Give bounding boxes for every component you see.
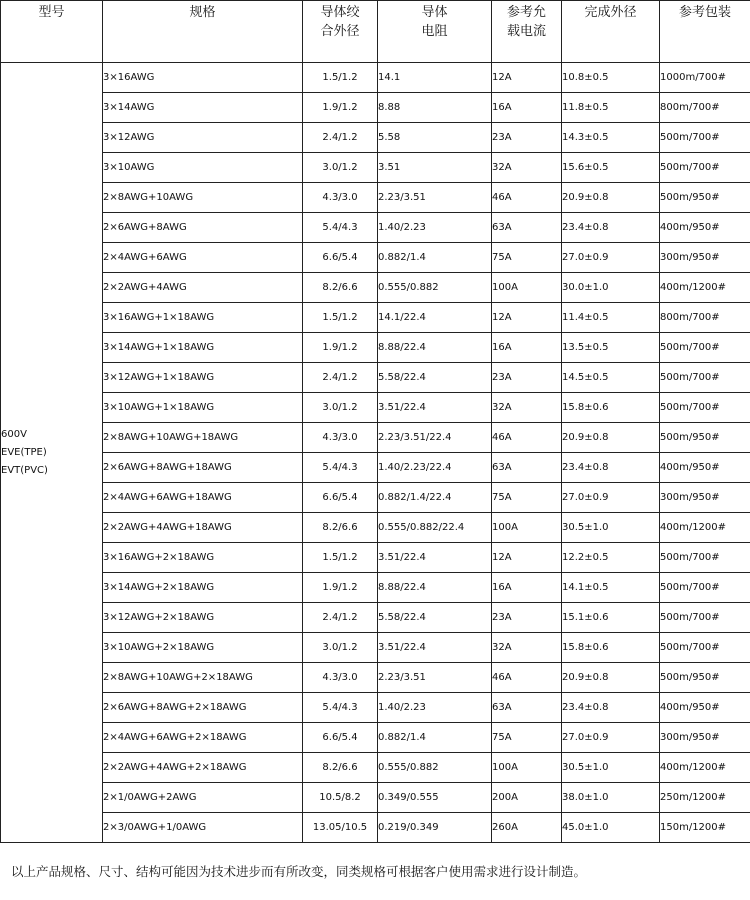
cell-outer-diameter: 27.0±0.9: [562, 483, 660, 513]
cell-current-rating: 23A: [492, 603, 562, 633]
cell-conductor-resistance: 0.882/1.4: [378, 243, 492, 273]
cell-current-rating: 63A: [492, 453, 562, 483]
cell-spec: 2×4AWG+6AWG: [103, 243, 303, 273]
cell-conductor-resistance: 1.40/2.23/22.4: [378, 453, 492, 483]
cell-conductor-diameter: 6.6/5.4: [303, 723, 378, 753]
table-row: [1, 543, 750, 573]
table-row: [1, 63, 750, 93]
cell-spec: 3×14AWG+2×18AWG: [103, 573, 303, 603]
cell-packaging: 500m/700#: [660, 543, 750, 573]
table-row: [1, 633, 750, 663]
cell-outer-diameter: 27.0±0.9: [562, 243, 660, 273]
table-row: [1, 123, 750, 153]
table-row: [1, 783, 750, 813]
cell-spec: 2×4AWG+6AWG+18AWG: [103, 483, 303, 513]
cell-current-rating: 46A: [492, 183, 562, 213]
cell-packaging: 300m/950#: [660, 723, 750, 753]
cell-spec: 2×4AWG+6AWG+2×18AWG: [103, 723, 303, 753]
cell-outer-diameter: 11.4±0.5: [562, 303, 660, 333]
cell-spec: 3×12AWG+2×18AWG: [103, 603, 303, 633]
cell-spec: 2×6AWG+8AWG+18AWG: [103, 453, 303, 483]
cell-spec: 3×16AWG+2×18AWG: [103, 543, 303, 573]
model-line: 600V: [1, 428, 27, 440]
cell-conductor-resistance: 8.88/22.4: [378, 333, 492, 363]
cell-conductor-diameter: 5.4/4.3: [303, 213, 378, 243]
header-model: [1, 1, 103, 63]
cell-packaging: 500m/700#: [660, 333, 750, 363]
cell-current-rating: 16A: [492, 333, 562, 363]
cell-conductor-diameter: 8.2/6.6: [303, 513, 378, 543]
cell-current-rating: 12A: [492, 63, 562, 93]
cell-conductor-resistance: 2.23/3.51: [378, 663, 492, 693]
cell-conductor-diameter: 3.0/1.2: [303, 393, 378, 423]
header-spec-line: 规格: [189, 5, 216, 20]
cell-conductor-diameter: 4.3/3.0: [303, 183, 378, 213]
cell-conductor-resistance: 5.58: [378, 123, 492, 153]
cell-conductor-diameter: 2.4/1.2: [303, 363, 378, 393]
header-conductor-resistance-line: 电阻: [421, 24, 448, 39]
header-conductor-diameter-line: 合外径: [320, 24, 360, 39]
cell-conductor-resistance: 0.555/0.882: [378, 753, 492, 783]
cell-spec: 3×10AWG+1×18AWG: [103, 393, 303, 423]
cell-current-rating: 16A: [492, 573, 562, 603]
cell-outer-diameter: 14.3±0.5: [562, 123, 660, 153]
cell-outer-diameter: 23.4±0.8: [562, 453, 660, 483]
cell-conductor-diameter: 13.05/10.5: [303, 813, 378, 843]
cell-current-rating: 100A: [492, 273, 562, 303]
cell-packaging: 400m/1200#: [660, 513, 750, 543]
cell-conductor-diameter: 6.6/5.4: [303, 483, 378, 513]
table-row: [1, 813, 750, 843]
cell-spec: 2×8AWG+10AWG+18AWG: [103, 423, 303, 453]
cell-packaging: 400m/950#: [660, 213, 750, 243]
cell-conductor-diameter: 1.9/1.2: [303, 93, 378, 123]
cell-outer-diameter: 12.2±0.5: [562, 543, 660, 573]
cell-current-rating: 200A: [492, 783, 562, 813]
cell-outer-diameter: 23.4±0.8: [562, 213, 660, 243]
table-row: [1, 693, 750, 723]
cell-conductor-resistance: 14.1/22.4: [378, 303, 492, 333]
cell-outer-diameter: 14.1±0.5: [562, 573, 660, 603]
cell-outer-diameter: 15.8±0.6: [562, 633, 660, 663]
cell-outer-diameter: 23.4±0.8: [562, 693, 660, 723]
cell-conductor-diameter: 4.3/3.0: [303, 423, 378, 453]
cell-outer-diameter: 15.8±0.6: [562, 393, 660, 423]
cell-conductor-resistance: 5.58/22.4: [378, 603, 492, 633]
cell-current-rating: 260A: [492, 813, 562, 843]
cell-conductor-resistance: 2.23/3.51: [378, 183, 492, 213]
cell-outer-diameter: 20.9±0.8: [562, 663, 660, 693]
table-row: [1, 333, 750, 363]
cell-packaging: 300m/950#: [660, 243, 750, 273]
table-row: [1, 183, 750, 213]
cell-packaging: 500m/700#: [660, 603, 750, 633]
cell-current-rating: 63A: [492, 213, 562, 243]
table-row: [1, 453, 750, 483]
cell-conductor-resistance: 0.882/1.4/22.4: [378, 483, 492, 513]
cell-conductor-resistance: 0.349/0.555: [378, 783, 492, 813]
cell-conductor-diameter: 1.5/1.2: [303, 303, 378, 333]
cell-current-rating: 32A: [492, 393, 562, 423]
header-conductor-resistance: [378, 1, 492, 63]
cell-conductor-diameter: 2.4/1.2: [303, 123, 378, 153]
cell-conductor-diameter: 8.2/6.6: [303, 753, 378, 783]
cell-spec: 2×3/0AWG+1/0AWG: [103, 813, 303, 843]
cell-current-rating: 46A: [492, 423, 562, 453]
cell-current-rating: 75A: [492, 243, 562, 273]
cell-spec: 2×6AWG+8AWG+2×18AWG: [103, 693, 303, 723]
table-row: [1, 363, 750, 393]
cell-packaging: 500m/950#: [660, 183, 750, 213]
cell-conductor-diameter: 4.3/3.0: [303, 663, 378, 693]
cell-spec: 3×12AWG+1×18AWG: [103, 363, 303, 393]
table-row: [1, 243, 750, 273]
cell-conductor-resistance: 3.51/22.4: [378, 633, 492, 663]
header-current-rating-line: 载电流: [506, 24, 546, 39]
cell-conductor-diameter: 1.5/1.2: [303, 63, 378, 93]
cell-conductor-resistance: 0.882/1.4: [378, 723, 492, 753]
cell-conductor-diameter: 1.5/1.2: [303, 543, 378, 573]
cell-current-rating: 23A: [492, 363, 562, 393]
cell-packaging: 400m/1200#: [660, 753, 750, 783]
cell-conductor-diameter: 3.0/1.2: [303, 633, 378, 663]
header-row: [1, 1, 750, 63]
cell-packaging: 400m/950#: [660, 693, 750, 723]
cell-current-rating: 75A: [492, 483, 562, 513]
model-line: EVT(PVC): [1, 464, 48, 476]
model-line: EVE(TPE): [1, 446, 47, 458]
cell-conductor-diameter: 1.9/1.2: [303, 573, 378, 603]
cell-packaging: 250m/1200#: [660, 783, 750, 813]
cell-conductor-resistance: 0.219/0.349: [378, 813, 492, 843]
cell-outer-diameter: 13.5±0.5: [562, 333, 660, 363]
cell-conductor-diameter: 10.5/8.2: [303, 783, 378, 813]
cell-spec: 2×2AWG+4AWG+2×18AWG: [103, 753, 303, 783]
cell-packaging: 500m/700#: [660, 633, 750, 663]
cell-conductor-diameter: 2.4/1.2: [303, 603, 378, 633]
footnote: 以上产品规格、尺寸、结构可能因为技术进步而有所改变，同类规格可根据客户使用需求进行设计制造。: [11, 864, 587, 879]
table-row: [1, 483, 750, 513]
header-conductor-resistance-line: 导体: [421, 5, 448, 20]
cell-conductor-resistance: 3.51/22.4: [378, 543, 492, 573]
header-outer-diameter-line: 完成外径: [584, 5, 637, 20]
cell-packaging: 500m/700#: [660, 363, 750, 393]
cell-spec: 2×2AWG+4AWG: [103, 273, 303, 303]
cell-current-rating: 12A: [492, 543, 562, 573]
cell-conductor-resistance: 1.40/2.23: [378, 693, 492, 723]
table-row: [1, 573, 750, 603]
cell-spec: 3×14AWG: [103, 93, 303, 123]
table-row: [1, 393, 750, 423]
cell-outer-diameter: 11.8±0.5: [562, 93, 660, 123]
cell-packaging: 800m/700#: [660, 93, 750, 123]
table-row: [1, 603, 750, 633]
cell-spec: 2×6AWG+8AWG: [103, 213, 303, 243]
cell-spec: 3×16AWG+1×18AWG: [103, 303, 303, 333]
cell-outer-diameter: 27.0±0.9: [562, 723, 660, 753]
cell-current-rating: 63A: [492, 693, 562, 723]
cell-spec: 2×2AWG+4AWG+18AWG: [103, 513, 303, 543]
table-row: [1, 213, 750, 243]
cell-packaging: 500m/700#: [660, 123, 750, 153]
header-outer-diameter: [562, 1, 660, 63]
cell-current-rating: 100A: [492, 753, 562, 783]
cell-outer-diameter: 20.9±0.8: [562, 423, 660, 453]
cell-packaging: 500m/700#: [660, 393, 750, 423]
cell-outer-diameter: 38.0±1.0: [562, 783, 660, 813]
cell-outer-diameter: 30.5±1.0: [562, 513, 660, 543]
cell-packaging: 500m/950#: [660, 423, 750, 453]
cell-spec: 3×14AWG+1×18AWG: [103, 333, 303, 363]
cell-conductor-diameter: 6.6/5.4: [303, 243, 378, 273]
cell-conductor-resistance: 3.51: [378, 153, 492, 183]
cell-conductor-resistance: 0.555/0.882/22.4: [378, 513, 492, 543]
cell-conductor-resistance: 2.23/3.51/22.4: [378, 423, 492, 453]
header-packaging-line: 参考包装: [678, 5, 731, 20]
cell-packaging: 500m/700#: [660, 153, 750, 183]
table-row: [1, 303, 750, 333]
cell-conductor-resistance: 14.1: [378, 63, 492, 93]
cell-packaging: 300m/950#: [660, 483, 750, 513]
cell-current-rating: 23A: [492, 123, 562, 153]
cell-spec: 2×8AWG+10AWG: [103, 183, 303, 213]
table-row: [1, 93, 750, 123]
cell-packaging: 150m/1200#: [660, 813, 750, 843]
cell-model: [1, 63, 103, 843]
header-current-rating: [492, 1, 562, 63]
cell-conductor-resistance: 3.51/22.4: [378, 393, 492, 423]
cell-conductor-resistance: 1.40/2.23: [378, 213, 492, 243]
cell-current-rating: 75A: [492, 723, 562, 753]
cell-conductor-resistance: 5.58/22.4: [378, 363, 492, 393]
cell-spec: 3×10AWG+2×18AWG: [103, 633, 303, 663]
header-packaging: [660, 1, 750, 63]
cell-conductor-resistance: 8.88: [378, 93, 492, 123]
cell-current-rating: 32A: [492, 153, 562, 183]
cell-conductor-diameter: 1.9/1.2: [303, 333, 378, 363]
cell-spec: 3×16AWG: [103, 63, 303, 93]
header-model-line: 型号: [38, 5, 65, 20]
cell-outer-diameter: 15.6±0.5: [562, 153, 660, 183]
table-row: [1, 153, 750, 183]
cell-spec: 2×1/0AWG+2AWG: [103, 783, 303, 813]
cell-packaging: 400m/1200#: [660, 273, 750, 303]
cell-current-rating: 46A: [492, 663, 562, 693]
table-row: [1, 423, 750, 453]
cell-outer-diameter: 10.8±0.5: [562, 63, 660, 93]
header-conductor-diameter: [303, 1, 378, 63]
header-current-rating-line: 参考允: [506, 5, 546, 20]
cell-conductor-diameter: 3.0/1.2: [303, 153, 378, 183]
header-conductor-diameter-line: 导体绞: [320, 5, 360, 20]
cell-spec: 3×12AWG: [103, 123, 303, 153]
cell-spec: 2×8AWG+10AWG+2×18AWG: [103, 663, 303, 693]
cell-conductor-resistance: 0.555/0.882: [378, 273, 492, 303]
cell-outer-diameter: 20.9±0.8: [562, 183, 660, 213]
cell-outer-diameter: 30.0±1.0: [562, 273, 660, 303]
cell-conductor-diameter: 5.4/4.3: [303, 453, 378, 483]
cell-current-rating: 12A: [492, 303, 562, 333]
cell-outer-diameter: 30.5±1.0: [562, 753, 660, 783]
table-body: [1, 63, 750, 843]
cell-current-rating: 16A: [492, 93, 562, 123]
cell-current-rating: 100A: [492, 513, 562, 543]
cell-conductor-diameter: 8.2/6.6: [303, 273, 378, 303]
header-spec: [103, 1, 303, 63]
cell-conductor-resistance: 8.88/22.4: [378, 573, 492, 603]
cell-packaging: 400m/950#: [660, 453, 750, 483]
cell-current-rating: 32A: [492, 633, 562, 663]
cell-spec: 3×10AWG: [103, 153, 303, 183]
cell-packaging: 800m/700#: [660, 303, 750, 333]
table-row: [1, 663, 750, 693]
cell-outer-diameter: 15.1±0.6: [562, 603, 660, 633]
cell-packaging: 500m/950#: [660, 663, 750, 693]
table-row: [1, 723, 750, 753]
cell-packaging: 500m/700#: [660, 573, 750, 603]
cell-packaging: 1000m/700#: [660, 63, 750, 93]
table-row: [1, 273, 750, 303]
cell-conductor-diameter: 5.4/4.3: [303, 693, 378, 723]
cell-outer-diameter: 14.5±0.5: [562, 363, 660, 393]
table-row: [1, 753, 750, 783]
table-row: [1, 513, 750, 543]
cell-outer-diameter: 45.0±1.0: [562, 813, 660, 843]
